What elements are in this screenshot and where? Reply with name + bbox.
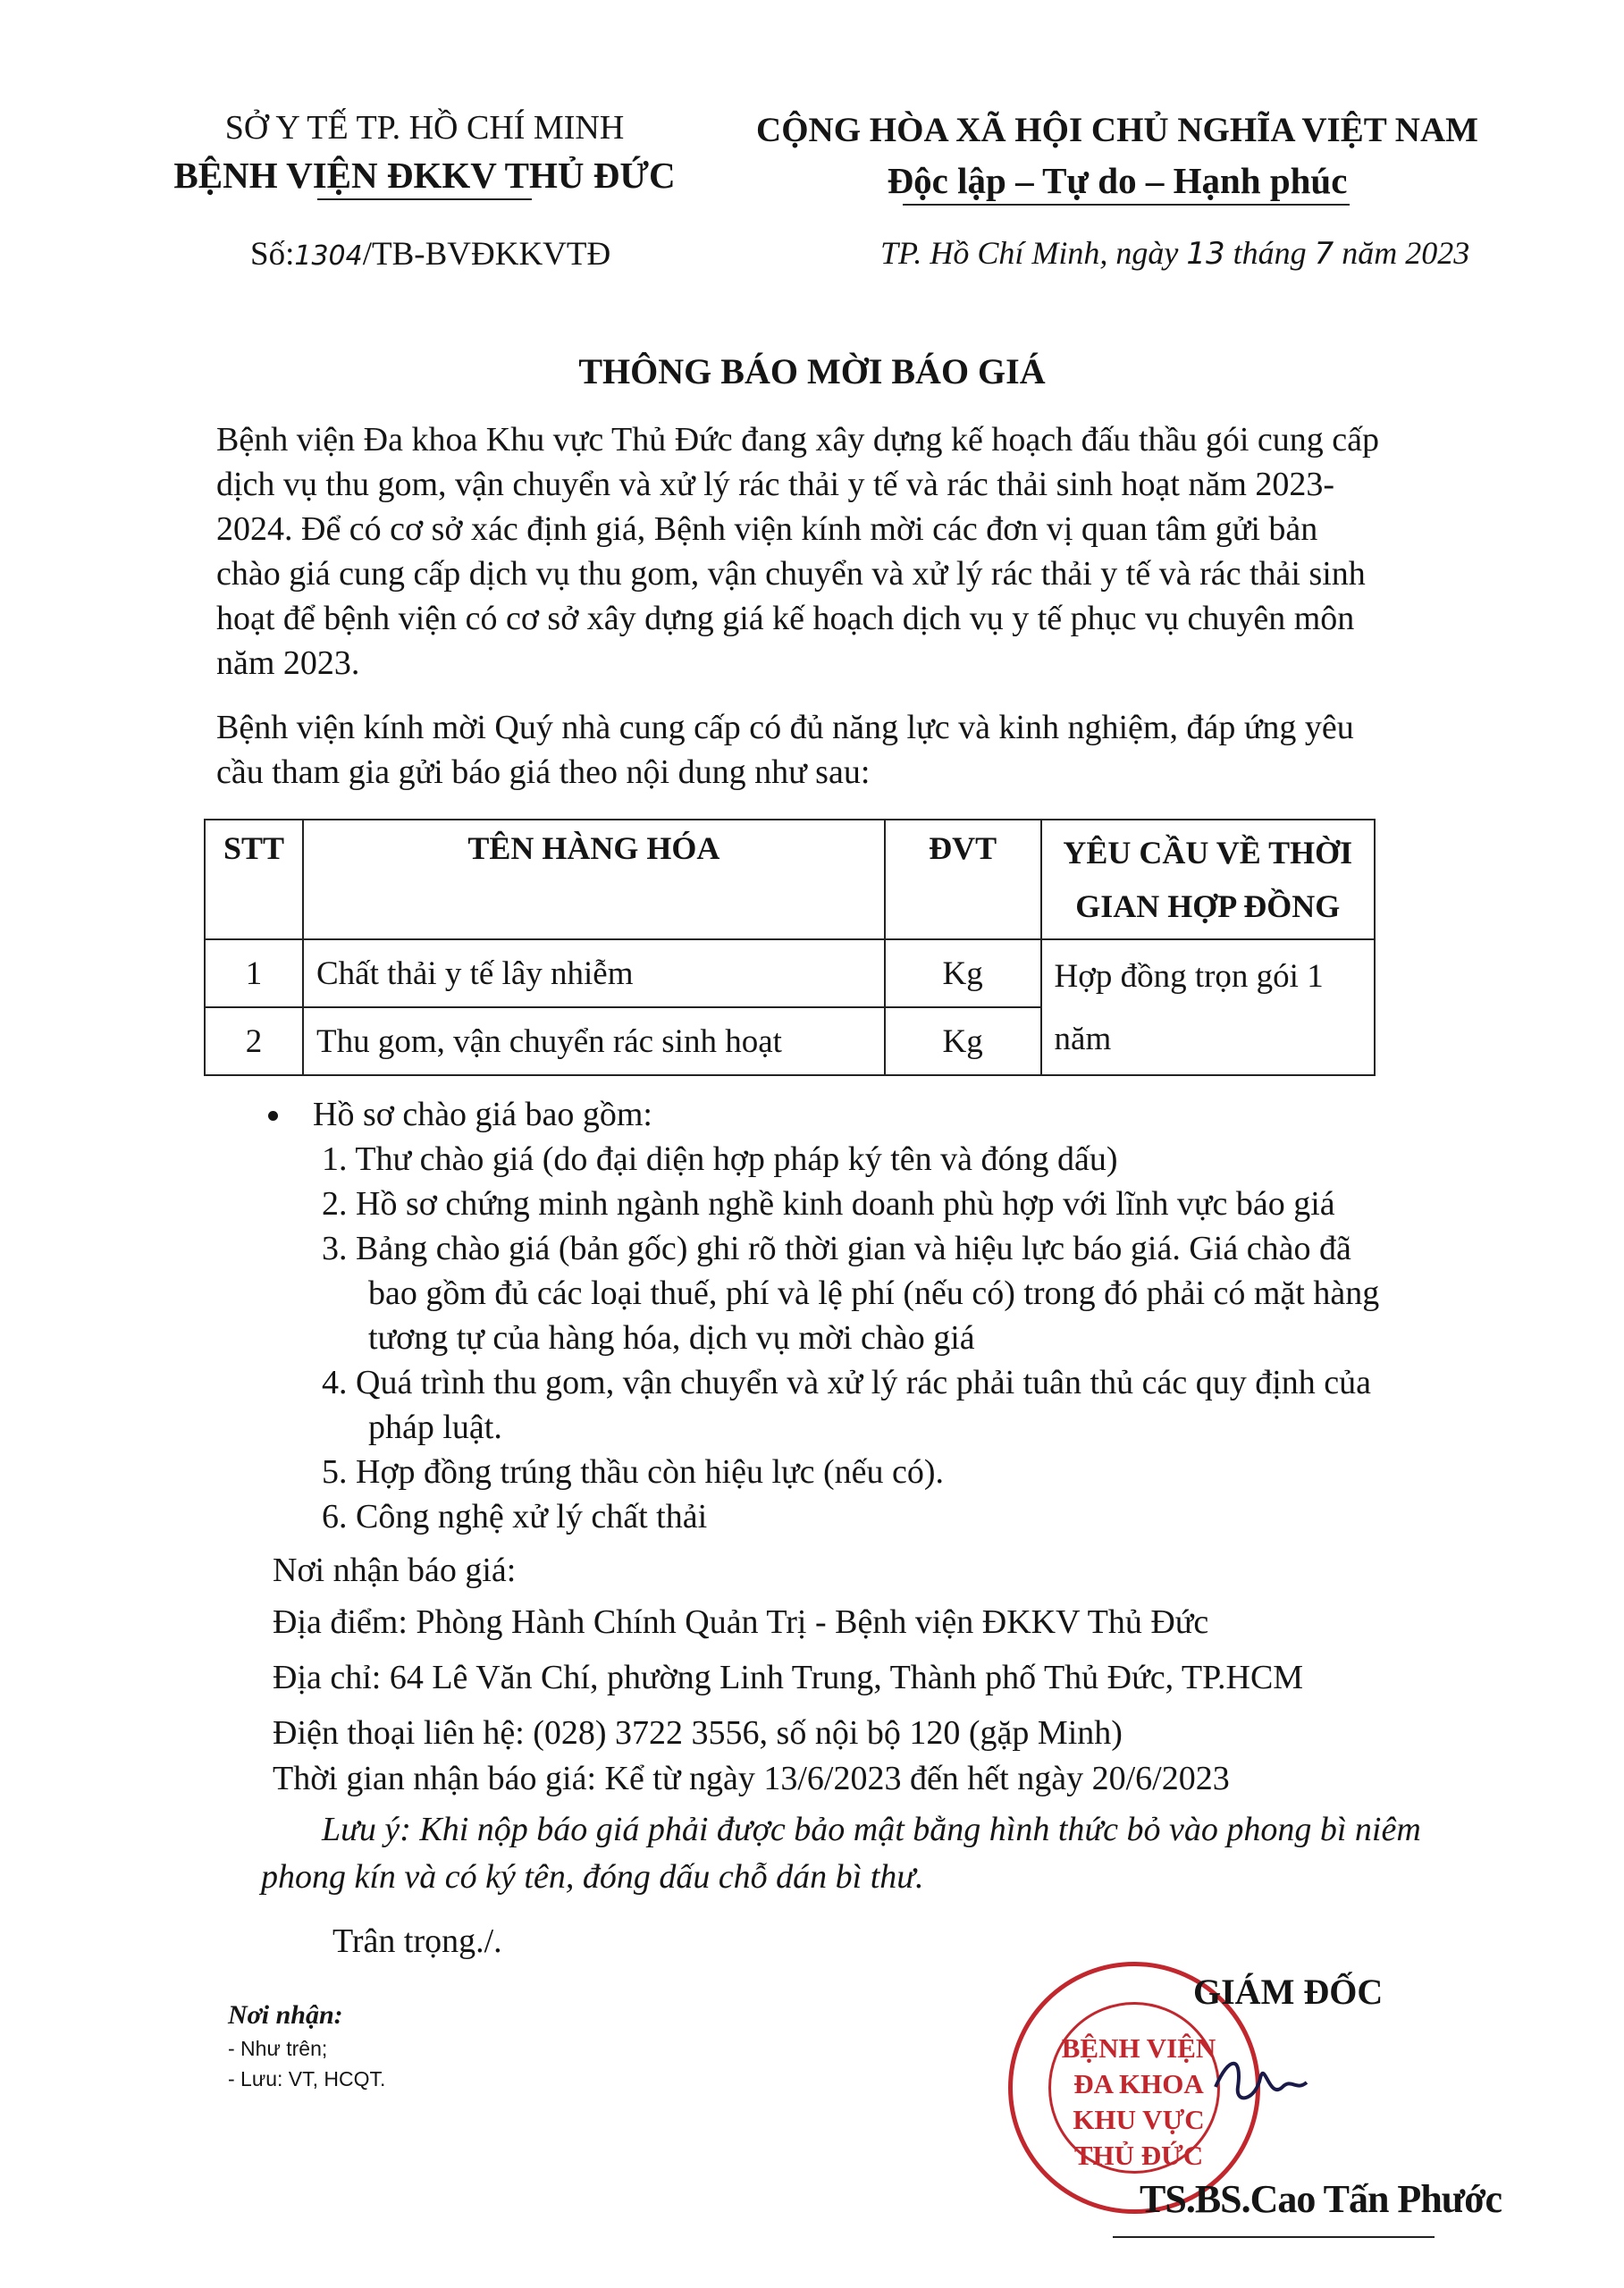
dossier-item-continued: bao gồm đủ các loại thuế, phí và lệ phí (nếu có) trong đó phải có mặt hàng [368,1274,1380,1312]
closing-text: Trân trọng./. [332,1922,502,1960]
row-stt: 1 [205,939,303,1007]
date-month: 7 [1314,236,1334,272]
header-contract-time-line2: GIAN HỢP ĐỒNG [1075,888,1341,924]
bullet-icon [268,1111,278,1121]
header-contract-time [1041,820,1375,939]
recipient-item: - Lưu: VT, HCQT. [228,2067,386,2090]
table-row [205,939,1375,1007]
header-stt: STT [205,820,303,939]
row-item-name: Chất thải y tế lây nhiễm [303,939,885,1007]
intro-line: 2024. Để có cơ sở xác định giá, Bệnh viện kính mời các đơn vị quan tâm gửi bản [216,510,1318,548]
dossier-item: 4. Quá trình thu gom, vận chuyển và xử lý rác phải tuân thủ các quy định của [322,1364,1371,1401]
signer-name-underline [1113,2236,1435,2238]
row-stt: 2 [205,1007,303,1075]
intro-line: Bệnh viện Đa khoa Khu vực Thủ Đức đang xây dựng kế hoạch đấu thầu gói cung cấp [216,421,1380,458]
dossier-item: 3. Bảng chào giá (bản gốc) ghi rõ thời gian và hiệu lực báo giá. Giá chào đã [322,1230,1351,1267]
stamp-line: ĐA KHOA [1073,2068,1204,2099]
intro-line: hoạt để bệnh viện có cơ sở xây dựng giá kế hoạch dịch vụ y tế phục vụ chuyên môn [216,600,1355,637]
date-year: năm 2023 [1342,235,1470,271]
dossier-item-continued: tương tự của hàng hóa, dịch vụ mời chào giá [368,1319,975,1357]
country-name: CỘNG HÒA XÃ HỘI CHỦ NGHĨA VIỆT NAM [756,111,1478,149]
number-prefix: Số: [250,236,295,273]
header-item-name: TÊN HÀNG HÓA [303,820,885,939]
handwritten-signature [1207,2047,1314,2118]
dossier-heading: Hồ sơ chào giá bao gồm: [313,1096,652,1133]
document-number [250,232,610,279]
invite-line: Bệnh viện kính mời Quý nhà cung cấp có đủ năng lực và kinh nghiệm, đáp ứng yêu [216,709,1354,746]
intro-line: dịch vụ thu gom, vận chuyển và xử lý rác thải y tế và rác thải sinh hoạt năm 2023- [216,466,1335,503]
department-name: SỞ Y TẾ TP. HỒ CHÍ MINH [224,109,625,147]
header-contract-time-line1: YÊU CẦU VỀ THỜI [1063,835,1353,871]
note-line: Lưu ý: Khi nộp báo giá phải được bảo mật bằng hình thức bỏ vào phong bì niêm [322,1811,1421,1848]
dossier-item: 6. Công nghệ xử lý chất thải [322,1498,708,1535]
issuer-underline [317,198,532,200]
receipt-period: Thời gian nhận báo giá: Kể từ ngày 13/6/2023 đến hết ngày 20/6/2023 [273,1760,1230,1797]
stamp-line: BỆNH VIỆN [1061,2032,1216,2064]
dossier-item-continued: pháp luật. [368,1409,502,1446]
contract-time-line1: Hợp đồng trọn gói 1 [1054,958,1324,995]
stamp-line: THỦ ĐỨC [1073,2140,1204,2171]
signer-name: TS.BS.Cao Tấn Phước [1140,2177,1502,2221]
note-line: phong kín và có ký tên, đóng dấu chỗ dán bì thư. [261,1858,924,1896]
issuer-block [156,105,693,200]
dossier-item: 2. Hồ sơ chứng minh ngành nghề kinh doanh phù hợp với lĩnh vực báo giá [322,1185,1335,1223]
receipt-location: Địa điểm: Phòng Hành Chính Quản Trị - Bệnh viện ĐKKV Thủ Đức [273,1603,1209,1641]
row-item-name: Thu gom, vận chuyển rác sinh hoạt [303,1007,885,1075]
date-day: 13 [1186,236,1225,272]
date-month-label: tháng [1233,235,1307,271]
row-unit: Kg [885,1007,1041,1075]
recipients-heading: Nơi nhận: [228,2000,343,2030]
date-prefix: TP. Hồ Chí Minh, ngày [880,235,1179,271]
receipt-address: Địa chỉ: 64 Lê Văn Chí, phường Linh Trung, Thành phố Thủ Đức, TP.HCM [273,1659,1304,1696]
row-unit: Kg [885,939,1041,1007]
dossier-item: 1. Thư chào giá (do đại diện hợp pháp ký tên và đóng dấu) [322,1140,1118,1178]
signer-role: GIÁM ĐỐC [1193,1972,1384,2012]
receipt-heading: Nơi nhận báo giá: [273,1552,517,1589]
row-contract-time [1041,939,1375,1075]
motto-underline [903,204,1350,206]
invite-line: cầu tham gia gửi báo giá theo nội dung như sau: [216,753,871,791]
items-table [204,819,1376,1076]
recipient-item: - Như trên; [228,2037,328,2060]
header-unit: ĐVT [885,820,1041,939]
signature-stroke [1216,2064,1307,2099]
number-value: 1304 [294,240,363,272]
table-header-row [205,820,1375,939]
motto: Độc lập – Tự do – Hạnh phúc [887,160,1348,201]
issue-date [880,231,1469,276]
document-title: THÔNG BÁO MỜI BÁO GIÁ [578,351,1046,391]
hospital-name: BỆNH VIỆN ĐKKV THỦ ĐỨC [173,155,676,196]
dossier-item: 5. Hợp đồng trúng thầu còn hiệu lực (nếu có). [322,1453,945,1491]
number-suffix: /TB-BVĐKKVTĐ [362,236,611,273]
contract-time-line2: năm [1054,1021,1112,1057]
national-motto-block [715,105,1519,206]
recipients-block [228,1998,385,2094]
intro-line: năm 2023. [216,644,360,682]
intro-line: chào giá cung cấp dịch vụ thu gom, vận chuyển và xử lý rác thải y tế và rác thải sinh [216,555,1366,593]
stamp-line: KHU VỰC [1073,2104,1205,2135]
receipt-phone: Điện thoại liên hệ: (028) 3722 3556, số nội bộ 120 (gặp Minh) [273,1714,1123,1752]
